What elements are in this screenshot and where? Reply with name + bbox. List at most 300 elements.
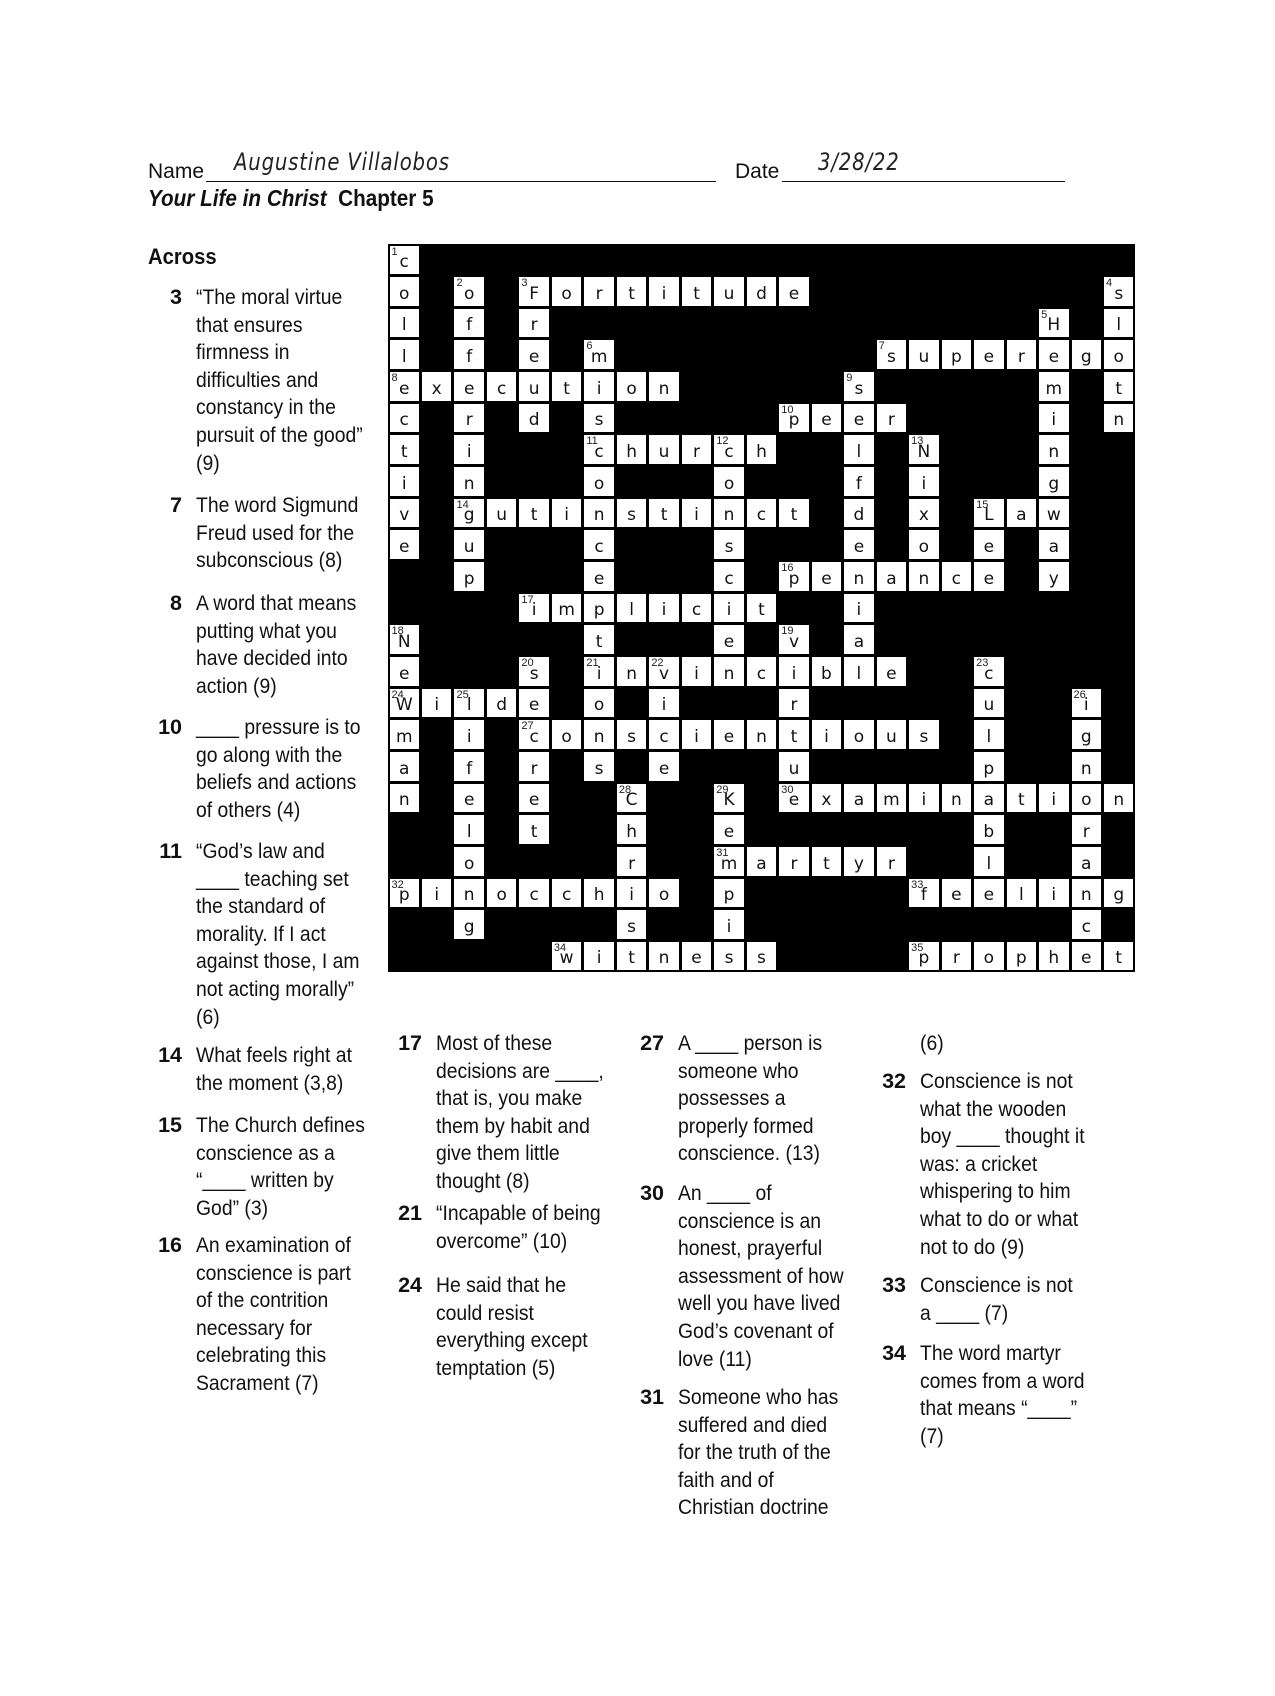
grid-cell[interactable] xyxy=(617,435,646,464)
cell-letter: v xyxy=(659,663,670,684)
grid-cell[interactable] xyxy=(390,372,419,401)
clue-line: ____ teaching set xyxy=(196,866,349,891)
grid-cell[interactable] xyxy=(584,372,613,401)
grid-cell[interactable] xyxy=(714,435,743,464)
grid-cell[interactable] xyxy=(909,340,938,369)
grid-cell[interactable] xyxy=(390,277,419,306)
grid-cell[interactable] xyxy=(812,720,841,749)
cell-letter: c xyxy=(984,663,994,684)
grid-cell[interactable] xyxy=(974,562,1003,591)
grid-cell[interactable] xyxy=(714,562,743,591)
cell-letter: s xyxy=(529,663,539,684)
clue-line: conscience as a xyxy=(196,1140,335,1165)
grid-cell[interactable] xyxy=(617,720,646,749)
grid-cell[interactable] xyxy=(714,277,743,306)
grid-cell[interactable] xyxy=(552,879,581,908)
grid-cell[interactable] xyxy=(649,277,678,306)
grid-cell[interactable] xyxy=(1039,467,1068,496)
cell-letter: n xyxy=(1113,790,1125,811)
grid-cell[interactable] xyxy=(454,340,483,369)
grid-cell[interactable] xyxy=(974,847,1003,876)
grid-cell[interactable] xyxy=(1072,879,1101,908)
grid-cell[interactable] xyxy=(1072,784,1101,813)
grid-cell[interactable] xyxy=(909,942,938,971)
cell-letter: r xyxy=(595,283,603,304)
grid-cell[interactable] xyxy=(779,784,808,813)
grid-cell[interactable] xyxy=(584,752,613,781)
grid-cell[interactable] xyxy=(974,689,1003,718)
grid-cell[interactable] xyxy=(942,879,971,908)
grid-cell[interactable] xyxy=(390,499,419,528)
grid-cell[interactable] xyxy=(877,340,906,369)
cell-number: 11 xyxy=(586,435,598,448)
grid-cell[interactable] xyxy=(584,435,613,464)
grid-cell[interactable] xyxy=(1104,784,1133,813)
grid-cell[interactable] xyxy=(1039,435,1068,464)
grid-cell[interactable] xyxy=(779,499,808,528)
grid-cell[interactable] xyxy=(454,435,483,464)
cell-number: 27 xyxy=(521,720,534,733)
cell-letter: e xyxy=(886,663,897,684)
grid-cell[interactable] xyxy=(1039,499,1068,528)
grid-cell[interactable] xyxy=(844,530,873,559)
grid-cell[interactable] xyxy=(1007,879,1036,908)
grid-cell[interactable] xyxy=(617,372,646,401)
grid-cell[interactable] xyxy=(909,879,938,908)
cell-number: 23 xyxy=(976,656,989,669)
grid-cell[interactable] xyxy=(682,594,711,623)
grid-cell[interactable] xyxy=(942,562,971,591)
grid-cell[interactable] xyxy=(714,910,743,939)
grid-cell[interactable] xyxy=(779,752,808,781)
grid-cell[interactable] xyxy=(747,942,776,971)
grid-cell[interactable] xyxy=(454,910,483,939)
cell-letter: s xyxy=(854,378,864,399)
grid-cell[interactable] xyxy=(714,879,743,908)
grid-cell[interactable] xyxy=(519,752,548,781)
grid-cell[interactable] xyxy=(390,625,419,654)
cell-letter: N xyxy=(917,442,931,463)
grid-cell[interactable] xyxy=(714,942,743,971)
grid-cell[interactable] xyxy=(454,372,483,401)
grid-cell[interactable] xyxy=(454,277,483,306)
grid-cell[interactable] xyxy=(779,720,808,749)
grid-cell[interactable] xyxy=(617,277,646,306)
grid-cell[interactable] xyxy=(844,594,873,623)
grid-cell[interactable] xyxy=(844,625,873,654)
cell-number: 30 xyxy=(781,783,794,796)
grid-cell[interactable] xyxy=(1104,277,1133,306)
grid-cell[interactable] xyxy=(519,815,548,844)
grid-cell[interactable] xyxy=(1104,340,1133,369)
grid-cell[interactable] xyxy=(779,404,808,433)
grid-cell[interactable] xyxy=(844,404,873,433)
grid-cell[interactable] xyxy=(714,815,743,844)
grid-cell[interactable] xyxy=(519,340,548,369)
grid-cell[interactable] xyxy=(390,879,419,908)
grid-cell[interactable] xyxy=(422,689,451,718)
grid-cell[interactable] xyxy=(454,467,483,496)
grid-cell[interactable] xyxy=(1104,309,1133,338)
grid-cell[interactable] xyxy=(942,942,971,971)
grid-cell[interactable] xyxy=(519,720,548,749)
clue-line: constancy in the xyxy=(196,395,336,420)
grid-cell[interactable] xyxy=(779,847,808,876)
grid-cell[interactable] xyxy=(1039,879,1068,908)
grid-cell[interactable] xyxy=(877,562,906,591)
cell-letter: o xyxy=(496,885,507,906)
grid-cell[interactable] xyxy=(390,657,419,686)
grid-cell[interactable] xyxy=(552,277,581,306)
grid-cell[interactable] xyxy=(909,720,938,749)
grid-cell[interactable] xyxy=(454,309,483,338)
grid-cell[interactable] xyxy=(877,784,906,813)
grid-cell[interactable] xyxy=(812,847,841,876)
grid-cell[interactable] xyxy=(584,404,613,433)
cell-letter: w xyxy=(1046,505,1061,526)
grid-cell[interactable] xyxy=(877,657,906,686)
grid-cell[interactable] xyxy=(812,562,841,591)
grid-cell[interactable] xyxy=(747,594,776,623)
cell-letter: a xyxy=(1081,853,1092,874)
cell-letter: l xyxy=(856,663,862,684)
cell-letter: a xyxy=(399,758,410,779)
cell-letter: a xyxy=(853,631,865,652)
grid-cell[interactable] xyxy=(1007,784,1036,813)
cell-letter: e xyxy=(528,347,540,368)
grid-cell[interactable] xyxy=(942,784,971,813)
grid-cell[interactable] xyxy=(1039,404,1068,433)
clue-line: A word that means xyxy=(196,591,357,615)
cell-number: 20 xyxy=(521,656,534,669)
cell-letter: i xyxy=(856,600,862,621)
grid-cell[interactable] xyxy=(454,752,483,781)
grid-cell[interactable] xyxy=(649,720,678,749)
grid-cell[interactable] xyxy=(422,372,451,401)
cell-letter: a xyxy=(983,790,995,811)
grid-cell[interactable] xyxy=(714,467,743,496)
cell-number: 10 xyxy=(781,403,794,416)
grid-cell[interactable] xyxy=(390,435,419,464)
grid-cell[interactable] xyxy=(584,720,613,749)
grid-cell[interactable] xyxy=(649,657,678,686)
grid-cell[interactable] xyxy=(1039,340,1068,369)
grid-cell[interactable] xyxy=(390,752,419,781)
grid-cell[interactable] xyxy=(974,784,1003,813)
cell-letter: t xyxy=(790,505,798,526)
grid-cell[interactable] xyxy=(617,879,646,908)
grid-cell[interactable] xyxy=(584,340,613,369)
grid-cell[interactable] xyxy=(1072,752,1101,781)
grid-cell[interactable] xyxy=(909,530,938,559)
grid-cell[interactable] xyxy=(487,689,516,718)
grid-cell[interactable] xyxy=(617,594,646,623)
grid-cell[interactable] xyxy=(519,689,548,718)
cell-letter: v xyxy=(788,631,799,652)
cell-number: 21 xyxy=(586,656,599,669)
cell-letter: r xyxy=(530,315,538,336)
cell-letter: o xyxy=(658,885,670,906)
grid-cell[interactable] xyxy=(682,720,711,749)
grid-cell[interactable] xyxy=(649,499,678,528)
grid-cell[interactable] xyxy=(747,847,776,876)
grid-cell[interactable] xyxy=(390,309,419,338)
grid-cell[interactable] xyxy=(974,879,1003,908)
grid-cell[interactable] xyxy=(1104,372,1133,401)
grid-cell[interactable] xyxy=(844,499,873,528)
grid-cell[interactable] xyxy=(779,689,808,718)
clue-text xyxy=(920,1068,1110,1261)
grid-cell[interactable] xyxy=(844,720,873,749)
grid-cell[interactable] xyxy=(1072,689,1101,718)
grid-cell[interactable] xyxy=(617,942,646,971)
grid-cell[interactable] xyxy=(454,879,483,908)
cell-letter: u xyxy=(463,537,475,557)
grid-cell[interactable] xyxy=(454,562,483,591)
grid-cell[interactable] xyxy=(714,530,743,559)
grid-cell[interactable] xyxy=(584,277,613,306)
grid-cell[interactable] xyxy=(1072,720,1101,749)
cell-letter: i xyxy=(726,916,732,937)
grid-cell[interactable] xyxy=(844,435,873,464)
grid-cell[interactable] xyxy=(682,499,711,528)
grid-cell[interactable] xyxy=(584,530,613,559)
grid-cell[interactable] xyxy=(519,784,548,813)
cell-number: 3 xyxy=(521,277,528,290)
grid-cell[interactable] xyxy=(519,404,548,433)
grid-cell[interactable] xyxy=(844,784,873,813)
grid-cell[interactable] xyxy=(1072,847,1101,876)
grid-cell[interactable] xyxy=(519,309,548,338)
grid-cell[interactable] xyxy=(714,499,743,528)
grid-cell[interactable] xyxy=(1039,530,1068,559)
clue-line: (9) xyxy=(196,450,220,475)
grid-cell[interactable] xyxy=(390,340,419,369)
grid-cell[interactable] xyxy=(844,372,873,401)
cell-letter: o xyxy=(723,473,735,494)
grid-cell[interactable] xyxy=(390,784,419,813)
grid-cell[interactable] xyxy=(617,499,646,528)
clue-line: Christian doctrine xyxy=(678,1495,829,1520)
grid-cell[interactable] xyxy=(877,404,906,433)
grid-cell[interactable] xyxy=(812,404,841,433)
grid-cell[interactable] xyxy=(454,815,483,844)
cell-letter: n xyxy=(1080,758,1092,779)
grid-cell[interactable] xyxy=(617,815,646,844)
cell-letter: o xyxy=(593,695,605,716)
grid-cell[interactable] xyxy=(617,784,646,813)
grid-cell[interactable] xyxy=(974,815,1003,844)
grid-cell[interactable] xyxy=(942,340,971,369)
grid-cell[interactable] xyxy=(1072,815,1101,844)
grid-cell[interactable] xyxy=(584,499,613,528)
cell-letter: o xyxy=(983,948,995,969)
grid-cell[interactable] xyxy=(649,372,678,401)
grid-cell[interactable] xyxy=(1039,942,1068,971)
grid-cell[interactable] xyxy=(1039,309,1068,338)
grid-cell[interactable] xyxy=(714,625,743,654)
grid-cell[interactable] xyxy=(519,372,548,401)
grid-cell[interactable] xyxy=(617,847,646,876)
grid-cell[interactable] xyxy=(454,720,483,749)
grid-cell[interactable] xyxy=(390,720,419,749)
grid-cell[interactable] xyxy=(552,594,581,623)
grid-cell[interactable] xyxy=(454,530,483,559)
grid-cell[interactable] xyxy=(617,657,646,686)
grid-cell[interactable] xyxy=(1039,562,1068,591)
clue-number: 24 xyxy=(398,1273,422,1297)
grid-cell[interactable] xyxy=(877,720,906,749)
grid-cell[interactable] xyxy=(584,657,613,686)
grid-cell[interactable] xyxy=(747,657,776,686)
clue-line: whispering to him xyxy=(920,1179,1071,1204)
grid-cell[interactable] xyxy=(974,752,1003,781)
grid-cell[interactable] xyxy=(649,689,678,718)
cell-letter: l xyxy=(986,853,992,874)
cell-letter: a xyxy=(853,790,865,811)
cell-letter: o xyxy=(561,283,572,304)
grid-cell[interactable] xyxy=(552,720,581,749)
cell-letter: r xyxy=(1082,821,1090,842)
grid-cell[interactable] xyxy=(844,562,873,591)
grid-cell[interactable] xyxy=(1007,942,1036,971)
grid-cell[interactable] xyxy=(974,530,1003,559)
grid-cell[interactable] xyxy=(974,720,1003,749)
grid-cell[interactable] xyxy=(909,435,938,464)
grid-cell[interactable] xyxy=(1039,372,1068,401)
grid-cell[interactable] xyxy=(1007,340,1036,369)
grid-cell[interactable] xyxy=(682,657,711,686)
grid-cell[interactable] xyxy=(974,942,1003,971)
grid-cell[interactable] xyxy=(1072,340,1101,369)
cell-letter: e xyxy=(983,885,995,906)
cell-letter: u xyxy=(528,378,540,399)
grid-cell[interactable] xyxy=(584,467,613,496)
grid-cell[interactable] xyxy=(390,689,419,718)
grid-cell[interactable] xyxy=(649,942,678,971)
grid-cell[interactable] xyxy=(454,404,483,433)
grid-cell[interactable] xyxy=(682,435,711,464)
grid-cell[interactable] xyxy=(519,277,548,306)
grid-cell[interactable] xyxy=(812,657,841,686)
grid-cell[interactable] xyxy=(714,657,743,686)
grid-cell[interactable] xyxy=(584,689,613,718)
clue-text xyxy=(196,1232,386,1398)
grid-cell[interactable] xyxy=(519,657,548,686)
grid-cell[interactable] xyxy=(454,847,483,876)
clue-text xyxy=(920,1272,1110,1327)
grid-cell[interactable] xyxy=(1039,784,1068,813)
grid-cell[interactable] xyxy=(487,499,516,528)
cell-letter: m xyxy=(883,790,900,811)
grid-cell[interactable] xyxy=(454,499,483,528)
grid-cell[interactable] xyxy=(649,435,678,464)
grid-cell[interactable] xyxy=(747,435,776,464)
grid-cell[interactable] xyxy=(714,594,743,623)
grid-cell[interactable] xyxy=(909,467,938,496)
grid-cell[interactable] xyxy=(974,499,1003,528)
grid-cell[interactable] xyxy=(909,562,938,591)
grid-cell[interactable] xyxy=(714,720,743,749)
grid-cell[interactable] xyxy=(390,404,419,433)
grid-cell[interactable] xyxy=(584,625,613,654)
name-date-line xyxy=(148,150,1068,184)
grid-cell[interactable] xyxy=(519,594,548,623)
grid-cell[interactable] xyxy=(1104,879,1133,908)
grid-cell[interactable] xyxy=(844,657,873,686)
grid-cell[interactable] xyxy=(552,372,581,401)
grid-cell[interactable] xyxy=(390,467,419,496)
grid-cell[interactable] xyxy=(454,784,483,813)
grid-cell[interactable] xyxy=(584,562,613,591)
grid-cell[interactable] xyxy=(844,847,873,876)
grid-cell[interactable] xyxy=(649,594,678,623)
cell-letter: p xyxy=(723,885,735,906)
grid-cell[interactable] xyxy=(390,246,419,275)
grid-cell[interactable] xyxy=(682,277,711,306)
grid-cell[interactable] xyxy=(779,625,808,654)
grid-cell[interactable] xyxy=(552,942,581,971)
grid-cell[interactable] xyxy=(552,499,581,528)
grid-cell[interactable] xyxy=(454,689,483,718)
clue-text xyxy=(196,284,386,477)
grid-cell[interactable] xyxy=(584,879,613,908)
cell-letter: e xyxy=(983,537,995,557)
grid-cell[interactable] xyxy=(1007,499,1036,528)
grid-cell[interactable] xyxy=(519,879,548,908)
cell-letter: u xyxy=(886,726,897,747)
grid-cell[interactable] xyxy=(747,277,776,306)
grid-cell[interactable] xyxy=(909,784,938,813)
grid-cell[interactable] xyxy=(779,562,808,591)
grid-cell[interactable] xyxy=(649,752,678,781)
grid-cell[interactable] xyxy=(1072,910,1101,939)
grid-cell[interactable] xyxy=(487,372,516,401)
grid-cell[interactable] xyxy=(844,467,873,496)
grid-cell[interactable] xyxy=(812,784,841,813)
grid-cell[interactable] xyxy=(584,594,613,623)
clue-line: necessary for xyxy=(196,1315,313,1340)
grid-cell[interactable] xyxy=(422,879,451,908)
grid-cell[interactable] xyxy=(487,879,516,908)
cell-letter: i xyxy=(791,663,797,684)
cell-letter: o xyxy=(1081,790,1092,811)
grid-cell[interactable] xyxy=(1072,942,1101,971)
grid-cell[interactable] xyxy=(519,499,548,528)
grid-cell[interactable] xyxy=(974,340,1003,369)
grid-cell[interactable] xyxy=(1104,404,1133,433)
grid-cell[interactable] xyxy=(714,847,743,876)
clue-number: 17 xyxy=(398,1031,422,1055)
grid-cell[interactable] xyxy=(1104,942,1133,971)
grid-cell[interactable] xyxy=(747,720,776,749)
grid-cell[interactable] xyxy=(779,657,808,686)
grid-cell[interactable] xyxy=(974,657,1003,686)
grid-cell[interactable] xyxy=(617,910,646,939)
grid-cell[interactable] xyxy=(390,530,419,559)
grid-cell[interactable] xyxy=(747,499,776,528)
grid-cell[interactable] xyxy=(714,784,743,813)
cell-letter: t xyxy=(530,505,538,526)
grid-cell[interactable] xyxy=(649,879,678,908)
cell-number: 1 xyxy=(391,245,398,258)
grid-cell[interactable] xyxy=(584,942,613,971)
clue-line: Most of these xyxy=(436,1031,553,1055)
grid-cell[interactable] xyxy=(909,499,938,528)
grid-cell[interactable] xyxy=(682,942,711,971)
grid-cell[interactable] xyxy=(779,277,808,306)
grid-cell[interactable] xyxy=(877,847,906,876)
